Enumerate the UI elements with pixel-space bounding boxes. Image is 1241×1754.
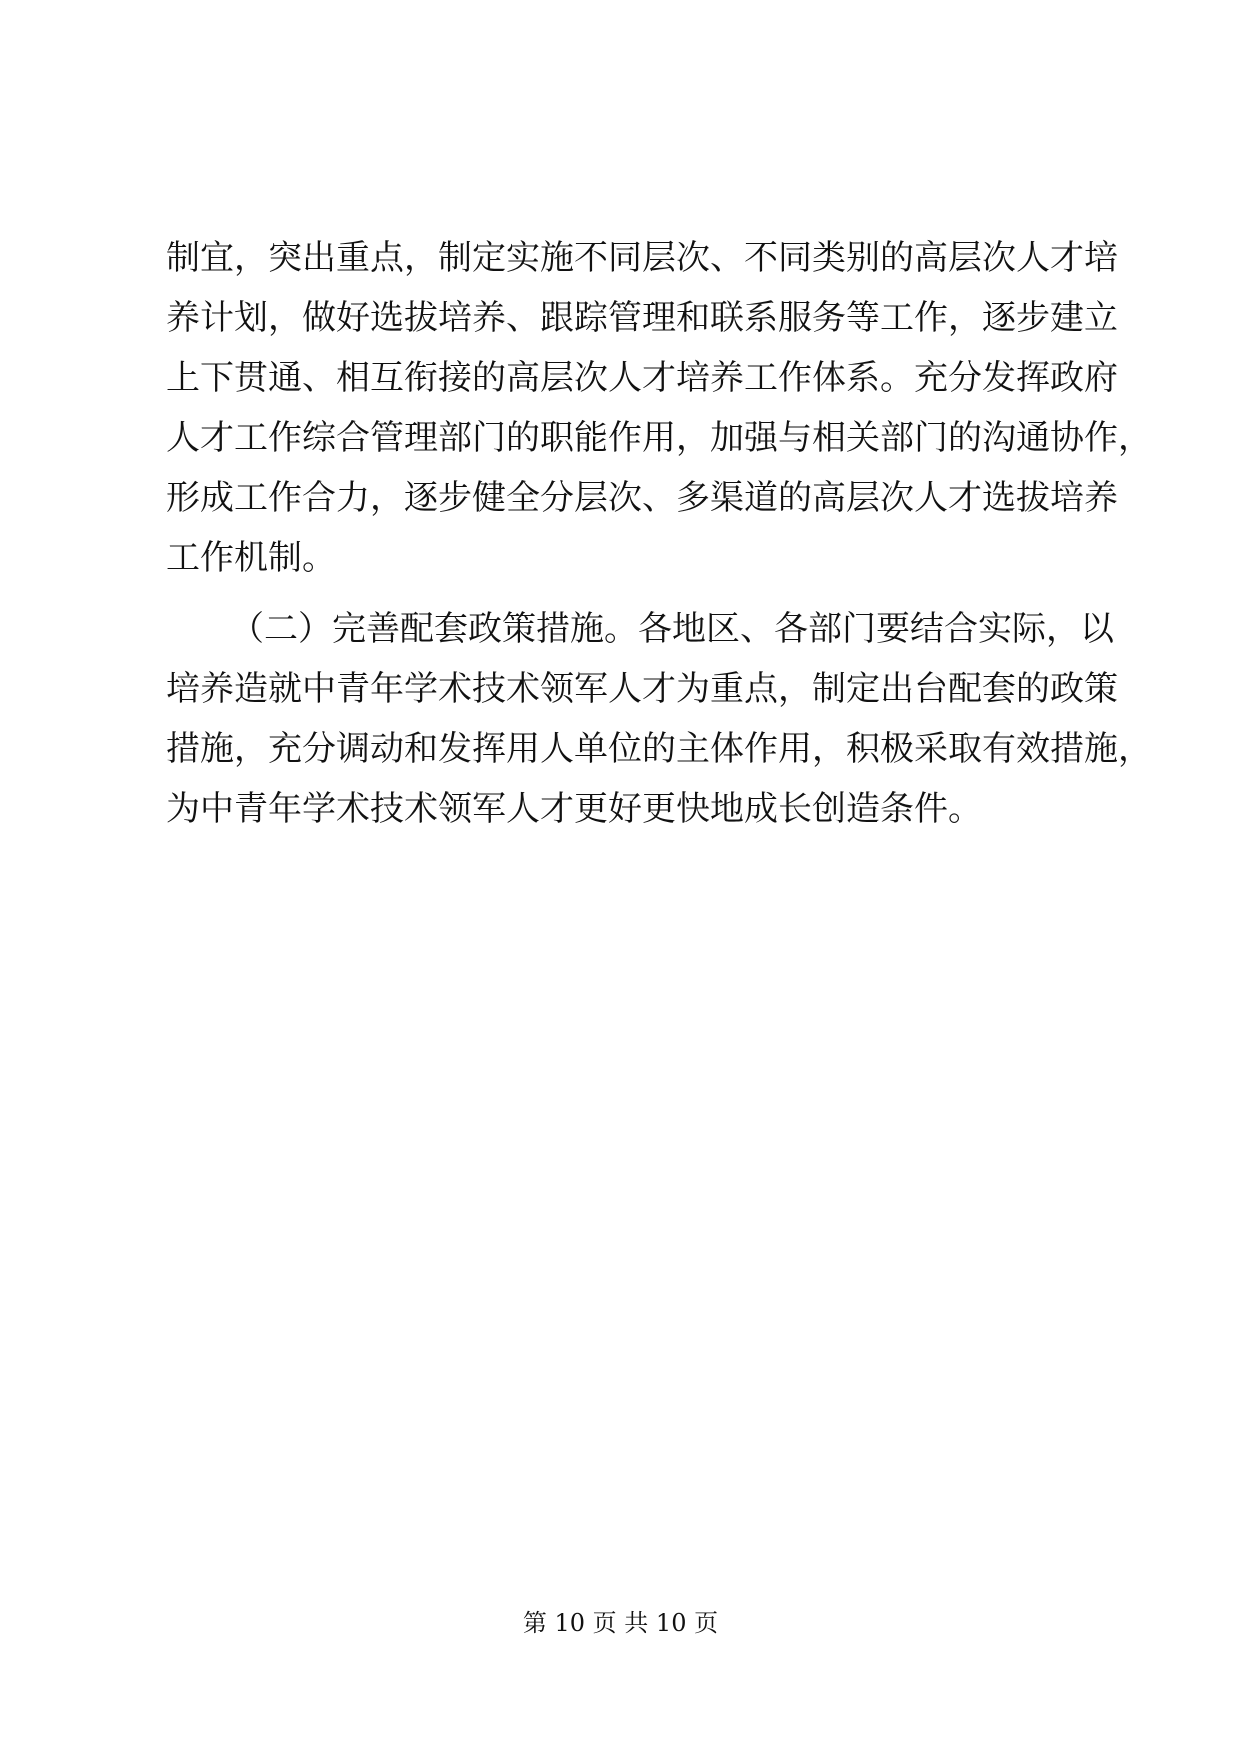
document-body — [166, 228, 1152, 839]
text-line: 人才工作综合管理部门的职能作用，加强与相关部门的沟通协作， — [166, 418, 1152, 458]
text-line: 制宜，突出重点，制定实施不同层次、不同类别的高层次人才培 — [166, 238, 1118, 278]
page-footer: 第 10 页 共 10 页 — [522, 1609, 719, 1637]
text-line: （二）完善配套政策措施。各地区、各部门要结合实际，以 — [230, 609, 1114, 649]
text-line: 上下贯通、相互衔接的高层次人才培养工作体系。充分发挥政府 — [166, 358, 1118, 398]
paragraph-2 — [166, 599, 1152, 839]
text-line: 措施，充分调动和发挥用人单位的主体作用，积极采取有效措施， — [166, 729, 1152, 769]
text-line: 养计划，做好选拔培养、跟踪管理和联系服务等工作，逐步建立 — [166, 298, 1118, 338]
text-line: 形成工作合力，逐步健全分层次、多渠道的高层次人才选拔培养 — [166, 478, 1118, 518]
text-line: 培养造就中青年学术技术领军人才为重点，制定出台配套的政策 — [166, 669, 1118, 709]
paragraph-spacer — [166, 588, 1086, 599]
text-line: 为中青年学术技术领军人才更好更快地成长创造条件。 — [166, 789, 982, 829]
paragraph-1 — [166, 228, 1152, 588]
text-line: 工作机制。 — [166, 538, 336, 578]
